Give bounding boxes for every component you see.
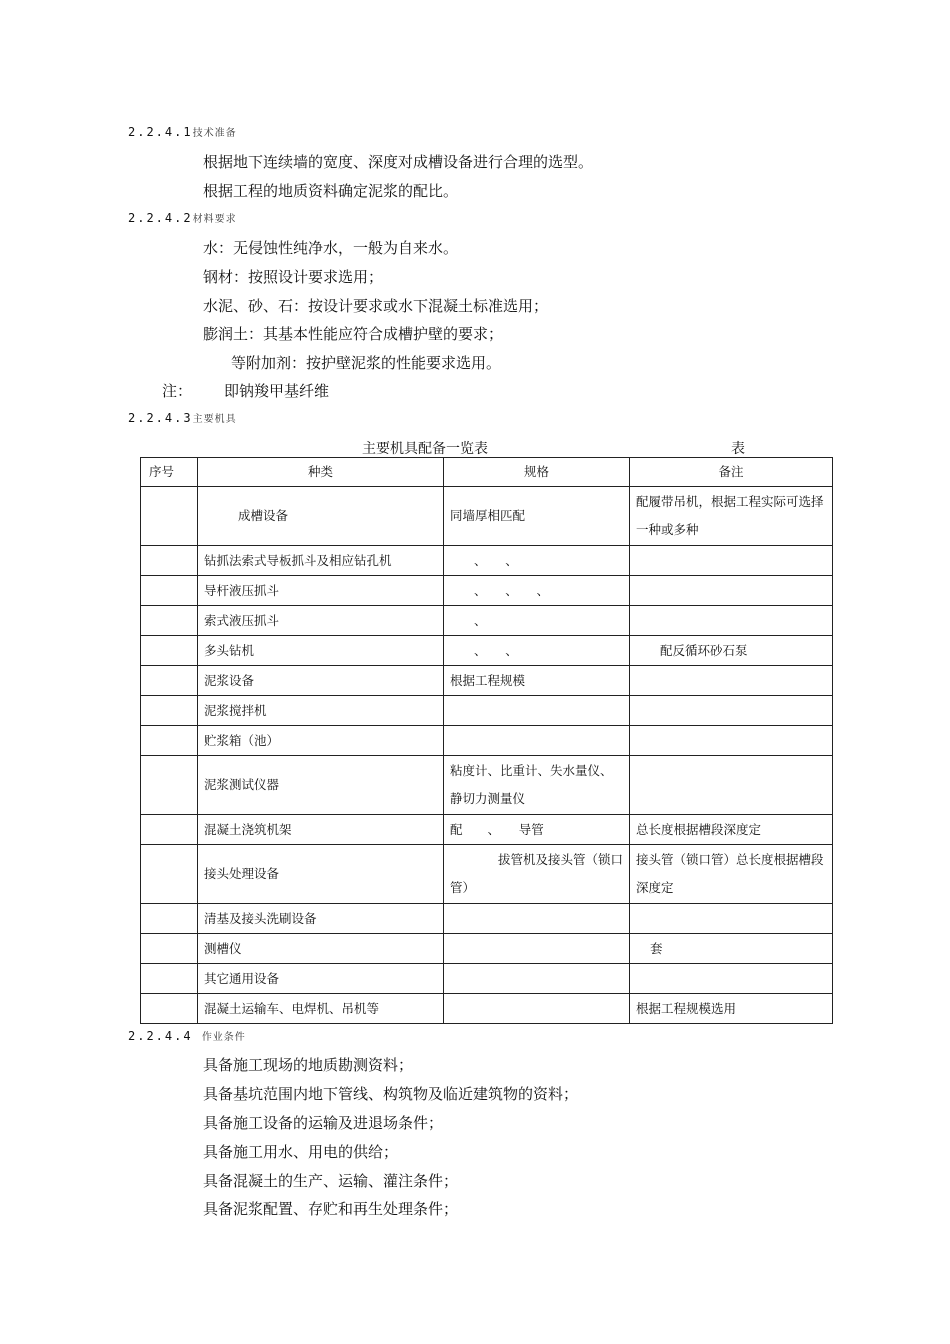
paragraph-line: 膨润土：其基本性能应符合成槽护壁的要求； (203, 325, 504, 343)
table-cell (141, 726, 198, 756)
paragraph-line: 具备泥浆配置、存贮和再生处理条件； (203, 1200, 459, 1218)
table-cell (141, 964, 198, 994)
table-cell (141, 756, 198, 815)
table-cell: 接头管（锁口管）总长度根据槽段深度定 (630, 845, 833, 904)
header-cell: 种类 (198, 458, 444, 487)
table-cell (630, 576, 833, 606)
table-cell: 、 (444, 606, 630, 636)
header-cell: 序号 (141, 458, 198, 487)
table-cell (444, 994, 630, 1024)
table-cell: 套 (630, 934, 833, 964)
table-cell: 粘度计、比重计、失水量仪、静切力测量仪 (444, 756, 630, 815)
table-cell (630, 666, 833, 696)
paragraph-line: 具备基坑范围内地下管线、构筑物及临近建筑物的资料； (203, 1085, 579, 1103)
section-heading-2-2-4-2 (128, 210, 237, 225)
paragraph-line: 水泥、砂、石：按设计要求或水下混凝土标准选用； (203, 297, 549, 315)
section-heading-2-2-4-4 (128, 1028, 246, 1043)
table-cell (444, 696, 630, 726)
table-cell: 索式液压抓斗 (198, 606, 444, 636)
table-cell: 成槽设备 (198, 487, 444, 546)
paragraph-line: 根据工程的地质资料确定泥浆的配比。 (203, 182, 459, 200)
table-cell: 导杆液压抓斗 (198, 576, 444, 606)
table-cell: 总长度根据槽段深度定 (630, 815, 833, 845)
table-cell: 、 、 (444, 636, 630, 666)
table-cell: 清基及接头洗刷设备 (198, 904, 444, 934)
table-cell (630, 606, 833, 636)
table-cell: 配反循环砂石泵 (630, 636, 833, 666)
table-cell (630, 546, 833, 576)
paragraph-line: 具备施工用水、用电的供给； (203, 1143, 399, 1161)
table-cell (444, 964, 630, 994)
table-cell: 多头钻机 (198, 636, 444, 666)
table-cell (630, 964, 833, 994)
paragraph-line: 等附加剂：按护壁泥浆的性能要求选用。 (231, 354, 502, 372)
table-cell: 泥浆设备 (198, 666, 444, 696)
table-cell (141, 934, 198, 964)
table-row (141, 815, 833, 845)
table-row (141, 606, 833, 636)
table-cell (630, 904, 833, 934)
table-cell: 根据工程规模选用 (630, 994, 833, 1024)
table-header-row (141, 458, 833, 487)
header-cell: 备注 (630, 458, 833, 487)
table-row (141, 904, 833, 934)
table-cell (141, 904, 198, 934)
table-cell (141, 666, 198, 696)
paragraph-line: 具备施工设备的运输及进退场条件； (203, 1114, 444, 1132)
paragraph-line: 具备施工现场的地质勘测资料； (203, 1056, 414, 1074)
table-cell (141, 546, 198, 576)
table-cell: 泥浆测试仪器 (198, 756, 444, 815)
table-row (141, 487, 833, 546)
table-cell: 同墙厚相匹配 (444, 487, 630, 546)
table-cell (141, 576, 198, 606)
table-cell: 混凝土浇筑机架 (198, 815, 444, 845)
section-number: 2.2.4.1 (128, 125, 193, 139)
section-heading-2-2-4-3 (128, 410, 237, 425)
table-row (141, 964, 833, 994)
paragraph-line: 水：无侵蚀性纯净水，一般为自来水。 (203, 239, 459, 257)
table-title: 主要机具配备一览表 (362, 441, 488, 457)
table-cell (630, 726, 833, 756)
table-cell: 、 、 (444, 546, 630, 576)
table-cell (630, 756, 833, 815)
table-cell: 混凝土运输车、电焊机、吊机等 (198, 994, 444, 1024)
table-row (141, 546, 833, 576)
section-number: 2.2.4.4 (128, 1029, 193, 1043)
table-cell: 钻抓法索式导板抓斗及相应钻孔机 (198, 546, 444, 576)
section-number: 2.2.4.3 (128, 411, 193, 425)
header-cell: 规格 (444, 458, 630, 487)
table-row (141, 756, 833, 815)
table-row (141, 636, 833, 666)
table-cell (141, 606, 198, 636)
table-row (141, 666, 833, 696)
table-row (141, 934, 833, 964)
paragraph-line: 钢材：按照设计要求选用； (203, 268, 384, 286)
table-cell: 拔管机及接头管（锁口管） (444, 845, 630, 904)
table-cell: 测槽仪 (198, 934, 444, 964)
paragraph-line: 具备混凝土的生产、运输、灌注条件； (203, 1172, 459, 1190)
table-cell: 根据工程规模 (444, 666, 630, 696)
section-subtitle: 主要机具 (192, 414, 237, 425)
table-cell (141, 815, 198, 845)
equipment-table (140, 457, 833, 1024)
table-cell: 配履带吊机，根据工程实际可选择一种或多种 (630, 487, 833, 546)
table-cell (630, 696, 833, 726)
table-cell (141, 994, 198, 1024)
table-cell: 泥浆搅拌机 (198, 696, 444, 726)
table-cell (444, 904, 630, 934)
table-cell (141, 487, 198, 546)
table-cell: 配 、 导管 (444, 815, 630, 845)
table-row (141, 696, 833, 726)
note-text: 即钠羧甲基纤维 (224, 382, 330, 400)
table-cell: 贮浆箱（池） (198, 726, 444, 756)
table-suffix: 表 (731, 441, 745, 457)
table-cell: 、 、 、 (444, 576, 630, 606)
table-cell (141, 696, 198, 726)
table-cell: 接头处理设备 (198, 845, 444, 904)
note-label: 注： (162, 382, 193, 400)
table-cell (444, 934, 630, 964)
table-cell (141, 636, 198, 666)
table-row (141, 576, 833, 606)
table-row (141, 994, 833, 1024)
section-subtitle: 材料要求 (192, 214, 237, 225)
table-cell (141, 845, 198, 904)
table-cell (444, 726, 630, 756)
section-subtitle: 技术准备 (192, 128, 237, 139)
section-subtitle: 作业条件 (201, 1032, 246, 1043)
table-cell: 其它通用设备 (198, 964, 444, 994)
table-row (141, 845, 833, 904)
table-row (141, 726, 833, 756)
section-number: 2.2.4.2 (128, 211, 193, 225)
paragraph-line: 根据地下连续墙的宽度、深度对成槽设备进行合理的选型。 (203, 153, 594, 171)
section-heading-2-2-4-1 (128, 124, 237, 139)
